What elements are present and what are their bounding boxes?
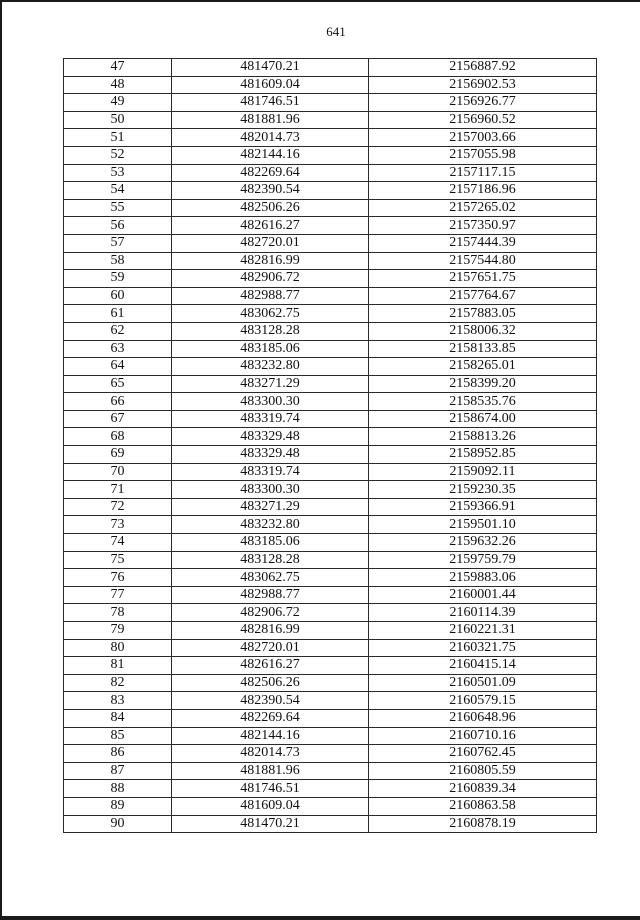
table-row — [64, 428, 597, 446]
point-number-cell: 82 — [64, 674, 172, 692]
x-coordinate-cell: 482816.99 — [172, 622, 369, 640]
y-coordinate-cell: 2156887.92 — [369, 59, 597, 77]
x-coordinate-cell: 483062.75 — [172, 305, 369, 323]
x-coordinate-cell: 482506.26 — [172, 674, 369, 692]
y-coordinate-cell: 2157055.98 — [369, 146, 597, 164]
x-coordinate-cell: 483271.29 — [172, 498, 369, 516]
table-row — [64, 657, 597, 675]
point-number-cell: 69 — [64, 446, 172, 464]
x-coordinate-cell: 483319.74 — [172, 463, 369, 481]
point-number-cell: 71 — [64, 481, 172, 499]
y-coordinate-cell: 2159230.35 — [369, 481, 597, 499]
table-row — [64, 604, 597, 622]
x-coordinate-cell: 481881.96 — [172, 111, 369, 129]
table-row — [64, 111, 597, 129]
point-number-cell: 77 — [64, 586, 172, 604]
y-coordinate-cell: 2157444.39 — [369, 234, 597, 252]
y-coordinate-cell: 2160579.15 — [369, 692, 597, 710]
y-coordinate-cell: 2157003.66 — [369, 129, 597, 147]
x-coordinate-cell: 482616.27 — [172, 217, 369, 235]
table-row — [64, 358, 597, 376]
x-coordinate-cell: 482906.72 — [172, 270, 369, 288]
y-coordinate-cell: 2158265.01 — [369, 358, 597, 376]
y-coordinate-cell: 2158952.85 — [369, 446, 597, 464]
y-coordinate-cell: 2158674.00 — [369, 410, 597, 428]
point-number-cell: 81 — [64, 657, 172, 675]
point-number-cell: 70 — [64, 463, 172, 481]
y-coordinate-cell: 2156902.53 — [369, 76, 597, 94]
x-coordinate-cell: 483128.28 — [172, 551, 369, 569]
table-row — [64, 305, 597, 323]
table-row — [64, 481, 597, 499]
point-number-cell: 66 — [64, 393, 172, 411]
table-row — [64, 692, 597, 710]
table-row — [64, 463, 597, 481]
y-coordinate-cell: 2157544.80 — [369, 252, 597, 270]
x-coordinate-cell: 481609.04 — [172, 797, 369, 815]
page-number: 641 — [326, 24, 346, 39]
point-number-cell: 61 — [64, 305, 172, 323]
y-coordinate-cell: 2160321.75 — [369, 639, 597, 657]
point-number-cell: 60 — [64, 287, 172, 305]
coordinates-table — [63, 58, 597, 833]
point-number-cell: 84 — [64, 709, 172, 727]
table-row — [64, 59, 597, 77]
x-coordinate-cell: 483232.80 — [172, 358, 369, 376]
x-coordinate-cell: 482720.01 — [172, 639, 369, 657]
table-row — [64, 393, 597, 411]
y-coordinate-cell: 2160863.58 — [369, 797, 597, 815]
x-coordinate-cell: 481470.21 — [172, 815, 369, 833]
point-number-cell: 54 — [64, 182, 172, 200]
point-number-cell: 89 — [64, 797, 172, 815]
table-row — [64, 745, 597, 763]
table-row — [64, 217, 597, 235]
y-coordinate-cell: 2160805.59 — [369, 762, 597, 780]
y-coordinate-cell: 2160221.31 — [369, 622, 597, 640]
point-number-cell: 80 — [64, 639, 172, 657]
point-number-cell: 48 — [64, 76, 172, 94]
x-coordinate-cell: 481609.04 — [172, 76, 369, 94]
table-row — [64, 727, 597, 745]
x-coordinate-cell: 482988.77 — [172, 586, 369, 604]
table-row — [64, 551, 597, 569]
y-coordinate-cell: 2160710.16 — [369, 727, 597, 745]
table-row — [64, 410, 597, 428]
point-number-cell: 58 — [64, 252, 172, 270]
table-row — [64, 797, 597, 815]
point-number-cell: 57 — [64, 234, 172, 252]
x-coordinate-cell: 482506.26 — [172, 199, 369, 217]
y-coordinate-cell: 2157764.67 — [369, 287, 597, 305]
point-number-cell: 86 — [64, 745, 172, 763]
table-row — [64, 252, 597, 270]
y-coordinate-cell: 2160001.44 — [369, 586, 597, 604]
y-coordinate-cell: 2159883.06 — [369, 569, 597, 587]
table-row — [64, 815, 597, 833]
table-row — [64, 287, 597, 305]
table-row — [64, 674, 597, 692]
x-coordinate-cell: 482014.73 — [172, 129, 369, 147]
x-coordinate-cell: 483329.48 — [172, 428, 369, 446]
point-number-cell: 72 — [64, 498, 172, 516]
x-coordinate-cell: 483062.75 — [172, 569, 369, 587]
table-row — [64, 146, 597, 164]
x-coordinate-cell: 483300.30 — [172, 481, 369, 499]
y-coordinate-cell: 2157186.96 — [369, 182, 597, 200]
page-border-top — [0, 0, 640, 2]
y-coordinate-cell: 2160415.14 — [369, 657, 597, 675]
y-coordinate-cell: 2159759.79 — [369, 551, 597, 569]
point-number-cell: 79 — [64, 622, 172, 640]
x-coordinate-cell: 482816.99 — [172, 252, 369, 270]
x-coordinate-cell: 483128.28 — [172, 322, 369, 340]
table-row — [64, 709, 597, 727]
table-row — [64, 322, 597, 340]
point-number-cell: 76 — [64, 569, 172, 587]
y-coordinate-cell: 2157117.15 — [369, 164, 597, 182]
table-row — [64, 780, 597, 798]
table-row — [64, 622, 597, 640]
y-coordinate-cell: 2157265.02 — [369, 199, 597, 217]
point-number-cell: 83 — [64, 692, 172, 710]
table-row — [64, 569, 597, 587]
point-number-cell: 68 — [64, 428, 172, 446]
y-coordinate-cell: 2157883.05 — [369, 305, 597, 323]
x-coordinate-cell: 481881.96 — [172, 762, 369, 780]
point-number-cell: 53 — [64, 164, 172, 182]
point-number-cell: 73 — [64, 516, 172, 534]
point-number-cell: 65 — [64, 375, 172, 393]
table-row — [64, 639, 597, 657]
x-coordinate-cell: 481746.51 — [172, 94, 369, 112]
y-coordinate-cell: 2160648.96 — [369, 709, 597, 727]
point-number-cell: 47 — [64, 59, 172, 77]
y-coordinate-cell: 2160839.34 — [369, 780, 597, 798]
table-row — [64, 516, 597, 534]
table-row — [64, 340, 597, 358]
y-coordinate-cell: 2157350.97 — [369, 217, 597, 235]
y-coordinate-cell: 2158813.26 — [369, 428, 597, 446]
point-number-cell: 62 — [64, 322, 172, 340]
point-number-cell: 64 — [64, 358, 172, 376]
y-coordinate-cell: 2156960.52 — [369, 111, 597, 129]
point-number-cell: 63 — [64, 340, 172, 358]
table-row — [64, 234, 597, 252]
x-coordinate-cell: 482144.16 — [172, 727, 369, 745]
table-row — [64, 94, 597, 112]
table-row — [64, 586, 597, 604]
table-row — [64, 76, 597, 94]
table-row — [64, 534, 597, 552]
table-row — [64, 762, 597, 780]
x-coordinate-cell: 482616.27 — [172, 657, 369, 675]
coordinates-table-body — [64, 59, 597, 833]
x-coordinate-cell: 483329.48 — [172, 446, 369, 464]
point-number-cell: 74 — [64, 534, 172, 552]
table-row — [64, 270, 597, 288]
y-coordinate-cell: 2159366.91 — [369, 498, 597, 516]
x-coordinate-cell: 483232.80 — [172, 516, 369, 534]
point-number-cell: 87 — [64, 762, 172, 780]
y-coordinate-cell: 2156926.77 — [369, 94, 597, 112]
x-coordinate-cell: 483185.06 — [172, 534, 369, 552]
x-coordinate-cell: 482014.73 — [172, 745, 369, 763]
y-coordinate-cell: 2160878.19 — [369, 815, 597, 833]
y-coordinate-cell: 2159092.11 — [369, 463, 597, 481]
y-coordinate-cell: 2160762.45 — [369, 745, 597, 763]
y-coordinate-cell: 2158535.76 — [369, 393, 597, 411]
x-coordinate-cell: 482390.54 — [172, 692, 369, 710]
x-coordinate-cell: 482144.16 — [172, 146, 369, 164]
x-coordinate-cell: 482269.64 — [172, 164, 369, 182]
x-coordinate-cell: 481470.21 — [172, 59, 369, 77]
point-number-cell: 90 — [64, 815, 172, 833]
x-coordinate-cell: 482720.01 — [172, 234, 369, 252]
x-coordinate-cell: 482906.72 — [172, 604, 369, 622]
point-number-cell: 55 — [64, 199, 172, 217]
y-coordinate-cell: 2157651.75 — [369, 270, 597, 288]
y-coordinate-cell: 2160501.09 — [369, 674, 597, 692]
x-coordinate-cell: 483319.74 — [172, 410, 369, 428]
point-number-cell: 50 — [64, 111, 172, 129]
x-coordinate-cell: 481746.51 — [172, 780, 369, 798]
y-coordinate-cell: 2158006.32 — [369, 322, 597, 340]
point-number-cell: 56 — [64, 217, 172, 235]
x-coordinate-cell: 482269.64 — [172, 709, 369, 727]
x-coordinate-cell: 483185.06 — [172, 340, 369, 358]
table-row — [64, 182, 597, 200]
point-number-cell: 51 — [64, 129, 172, 147]
x-coordinate-cell: 483300.30 — [172, 393, 369, 411]
y-coordinate-cell: 2158133.85 — [369, 340, 597, 358]
point-number-cell: 67 — [64, 410, 172, 428]
x-coordinate-cell: 482988.77 — [172, 287, 369, 305]
table-row — [64, 129, 597, 147]
x-coordinate-cell: 483271.29 — [172, 375, 369, 393]
point-number-cell: 85 — [64, 727, 172, 745]
y-coordinate-cell: 2158399.20 — [369, 375, 597, 393]
table-row — [64, 164, 597, 182]
y-coordinate-cell: 2159632.26 — [369, 534, 597, 552]
point-number-cell: 75 — [64, 551, 172, 569]
point-number-cell: 88 — [64, 780, 172, 798]
table-row — [64, 446, 597, 464]
page-border-left — [0, 0, 2, 920]
point-number-cell: 78 — [64, 604, 172, 622]
page-border-bottom — [0, 916, 640, 920]
point-number-cell: 49 — [64, 94, 172, 112]
table-row — [64, 375, 597, 393]
y-coordinate-cell: 2159501.10 — [369, 516, 597, 534]
point-number-cell: 59 — [64, 270, 172, 288]
point-number-cell: 52 — [64, 146, 172, 164]
x-coordinate-cell: 482390.54 — [172, 182, 369, 200]
table-row — [64, 199, 597, 217]
y-coordinate-cell: 2160114.39 — [369, 604, 597, 622]
table-row — [64, 498, 597, 516]
